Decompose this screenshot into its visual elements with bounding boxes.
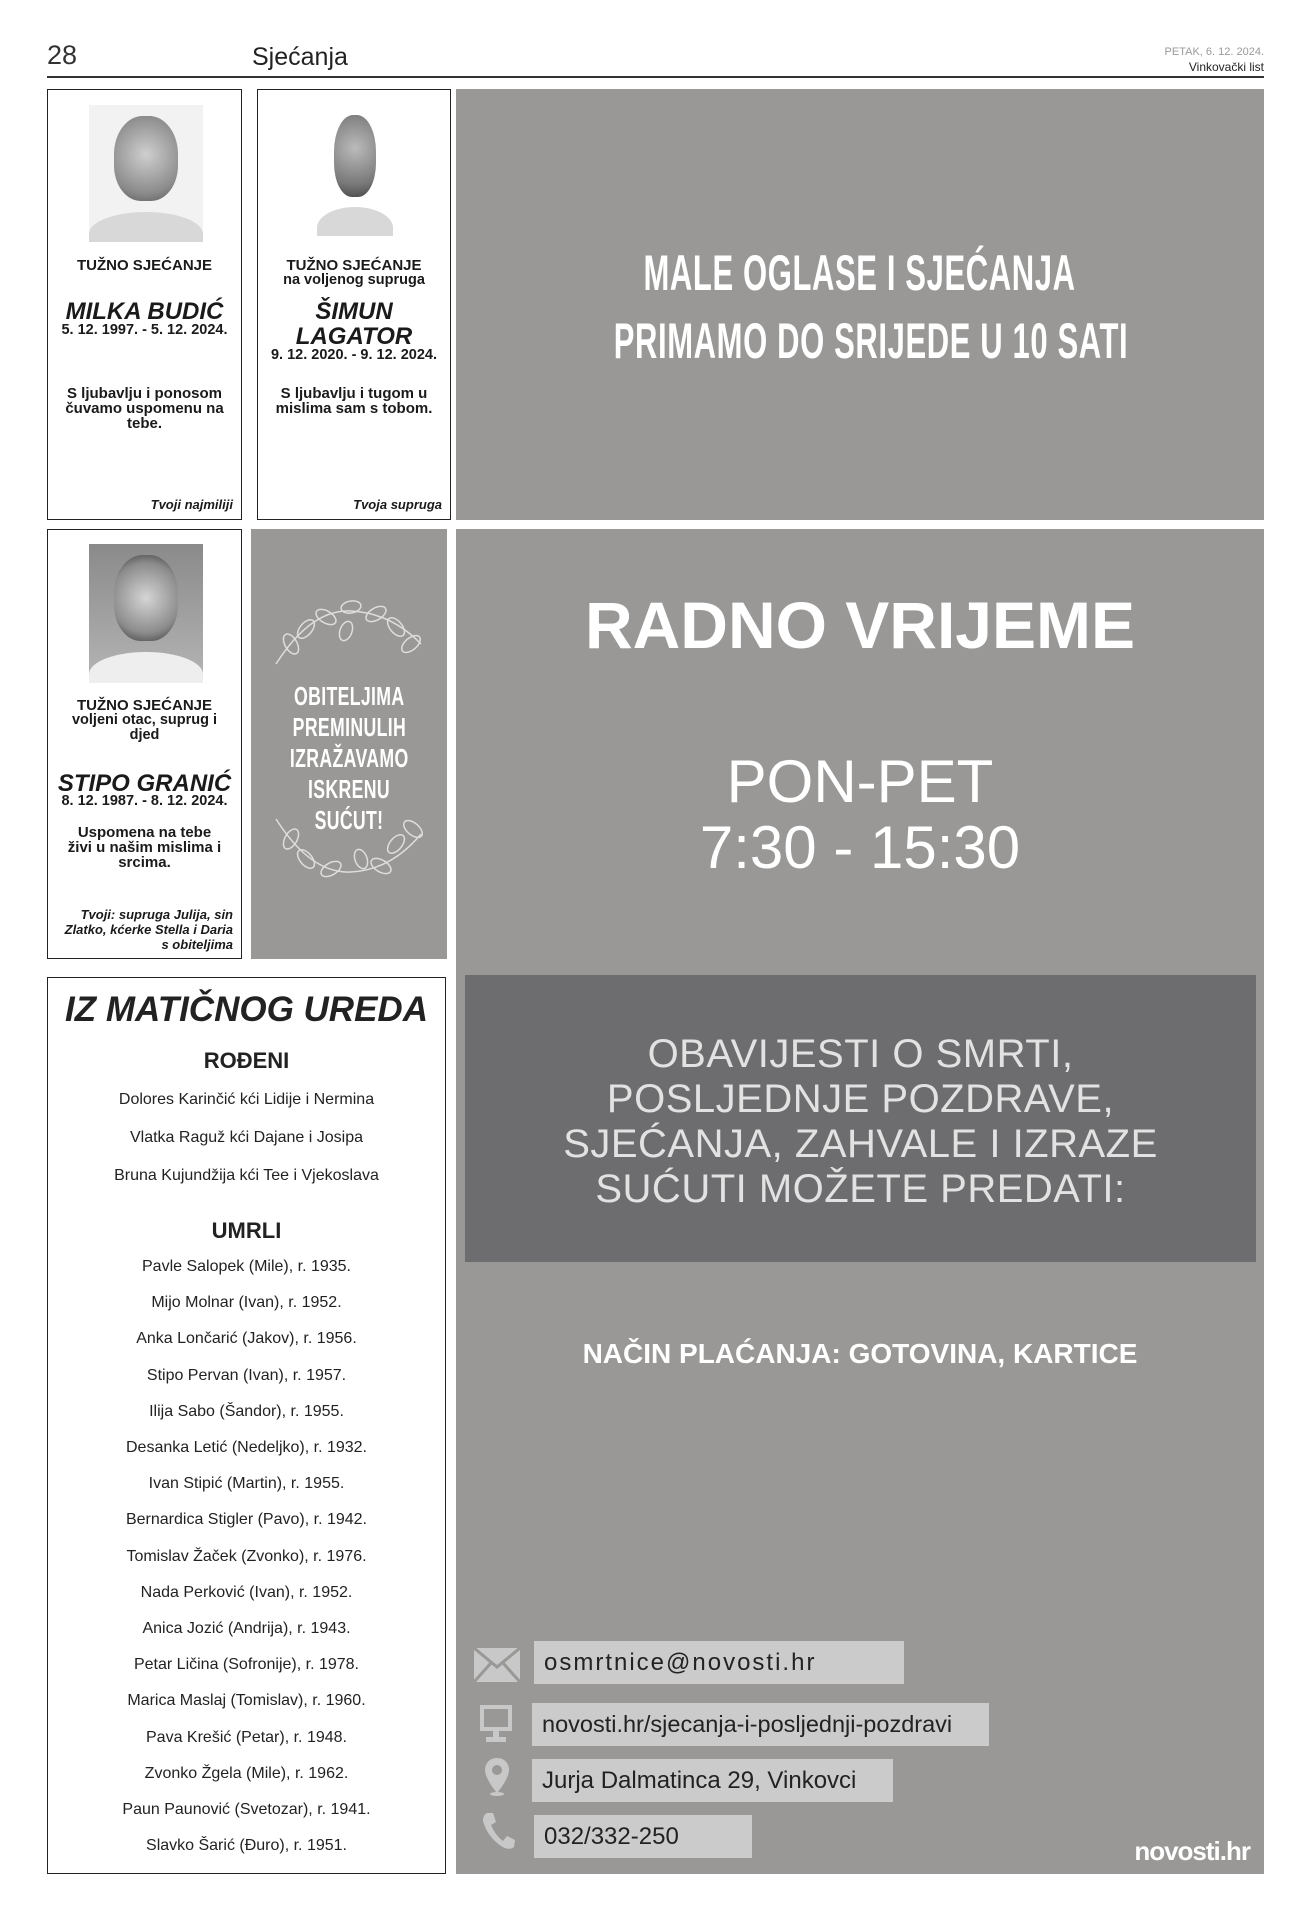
- card-message: Uspomena na tebe živi u našim mislima i srcima.: [67, 824, 222, 871]
- hours-title: RADNO VRIJEME: [584, 588, 1136, 662]
- novosti-logo: novosti.hr: [1134, 1836, 1250, 1866]
- registry-entry: Paun Paunović (Svetozar), r. 1941.: [122, 1801, 371, 1818]
- computer-monitor-icon: [479, 1704, 513, 1744]
- payment-methods: NAČIN PLAĆANJA: GOTOVINA, KARTICE: [582, 1338, 1138, 1369]
- registry-entry: Nada Perković (Ivan), r. 1952.: [140, 1583, 353, 1601]
- portrait-photo: [89, 105, 203, 242]
- paper-name: Vinkovački list: [1188, 60, 1264, 74]
- deadline-line-1: MALE OGLASE I SJEĆANJA: [643, 245, 1077, 301]
- deadline-ad: [456, 89, 1264, 520]
- card-name: MILKA BUDIĆ: [65, 298, 224, 325]
- card-dates: 9. 12. 2020. - 9. 12. 2024.: [270, 347, 438, 363]
- registry-entry: Bruna Kujundžija kći Tee i Vjekoslava: [114, 1167, 379, 1184]
- portrait-photo: [317, 105, 393, 236]
- page-number: 28: [47, 40, 78, 70]
- envelope-icon: [473, 1647, 521, 1683]
- card-dates: 8. 12. 1987. - 8. 12. 2024.: [61, 793, 228, 809]
- registry-entry: Stipo Pervan (Ivan), r. 1957.: [146, 1366, 347, 1384]
- card-subheading: na voljenog supruga: [283, 272, 425, 288]
- card-name: STIPO GRANIĆ: [57, 770, 232, 797]
- contact-email[interactable]: osmrtnice@novosti.hr: [534, 1641, 904, 1684]
- registry-entry: Bernardica Stigler (Pavo), r. 1942.: [125, 1511, 367, 1529]
- header-rule: [47, 76, 1264, 78]
- card-signature: Tvoji najmiliji: [150, 497, 233, 512]
- laurel-branch-icon: [271, 599, 427, 669]
- card-signature: Tvoja supruga: [353, 497, 442, 512]
- condolence-line: PREMINULIH: [292, 712, 406, 742]
- contact-website[interactable]: novosti.hr/sjecanja-i-posljednji-pozdravi: [532, 1703, 989, 1746]
- registry-entry: Mijo Molnar (Ivan), r. 1952.: [151, 1294, 342, 1312]
- notice-line: OBAVIJESTI O SMRTI,: [647, 1032, 1074, 1076]
- registry-box: [47, 977, 446, 1874]
- condolence-line: ISKRENU SUĆUT!: [308, 774, 390, 835]
- registry-entry: Petar Ličina (Sofronije), r. 1978.: [133, 1656, 359, 1674]
- notice-box: [465, 975, 1256, 1262]
- condolence-line: IZRAŽAVAMO: [289, 743, 409, 773]
- card-name: ŠIMUN LAGATOR: [295, 298, 413, 350]
- memorial-card-stipo-granic: [47, 529, 242, 959]
- notice-line: POSLJEDNJE POZDRAVE,: [606, 1077, 1115, 1121]
- condolence-box: [251, 529, 447, 959]
- card-subheading: voljeni otac, suprug i djed: [71, 712, 218, 743]
- card-signature: Tvoji: supruga Julija, sin Zlatko, kćerke Stella i Daria s obiteljima: [64, 907, 233, 952]
- registry-entry: Marica Maslaj (Tomislav), r. 1960.: [127, 1692, 366, 1710]
- card-message: S ljubavlju i tugom u mislima sam s tobom.: [275, 385, 433, 417]
- born-heading: ROĐENI: [203, 1048, 290, 1073]
- registry-entry: Slavko Šarić (Đuro), r. 1951.: [146, 1837, 347, 1855]
- contact-address: Jurja Dalmatinca 29, Vinkovci: [532, 1759, 893, 1802]
- hours-days: PON-PET: [726, 748, 994, 815]
- section-title: Sjećanja: [252, 43, 348, 71]
- card-heading: TUŽNO SJEĆANJE: [76, 697, 213, 714]
- registry-entry: Anka Lončarić (Jakov), r. 1956.: [136, 1330, 357, 1348]
- notice-line: SJEĆANJA, ZAHVALE I IZRAZE: [563, 1122, 1158, 1166]
- registry-entry: Anica Jozić (Andrija), r. 1943.: [142, 1620, 351, 1637]
- registry-title: IZ MATIČNOG UREDA: [65, 990, 428, 1029]
- notice-line: SUĆUTI MOŽETE PREDATI:: [595, 1167, 1126, 1211]
- hours-times: 7:30 - 15:30: [699, 814, 1021, 881]
- memorial-card-milka-budic: [47, 89, 242, 520]
- deadline-line-2: PRIMAMO DO SRIJEDE U 10 SATI: [613, 313, 1129, 369]
- location-pin-icon: [484, 1757, 510, 1797]
- registry-entry: Tomislav Žaček (Zvonko), r. 1976.: [126, 1547, 367, 1565]
- contact-phone: 032/332-250: [534, 1815, 752, 1858]
- card-heading: TUŽNO SJEĆANJE: [76, 257, 213, 274]
- registry-entry: Ivan Stipić (Martin), r. 1955.: [148, 1475, 345, 1493]
- card-heading: TUŽNO SJEĆANJE: [286, 257, 422, 274]
- registry-entry: Pava Krešić (Petar), r. 1948.: [146, 1728, 347, 1746]
- registry-entry: Ilija Sabo (Šandor), r. 1955.: [149, 1402, 344, 1420]
- registry-entry: Pavle Salopek (Mile), r. 1935.: [142, 1258, 351, 1275]
- memorial-card-simun-lagator: [257, 89, 451, 520]
- died-heading: UMRLI: [211, 1218, 282, 1243]
- card-dates: 5. 12. 1997. - 5. 12. 2024.: [61, 322, 228, 338]
- card-message: S ljubavlju i ponosom čuvamo uspomenu na tebe.: [65, 385, 224, 432]
- issue-date: PETAK, 6. 12. 2024.: [1164, 46, 1264, 58]
- laurel-branch-icon: [271, 814, 427, 884]
- portrait-photo: [89, 544, 203, 683]
- registry-entry: Vlatka Raguž kći Dajane i Josipa: [129, 1129, 363, 1146]
- condolence-line: OBITELJIMA: [293, 681, 405, 711]
- phone-icon: [481, 1811, 517, 1851]
- registry-entry: Desanka Letić (Nedeljko), r. 1932.: [125, 1439, 367, 1456]
- registry-entry: Dolores Karinčić kći Lidije i Nermina: [118, 1091, 375, 1108]
- registry-entry: Zvonko Žgela (Mile), r. 1962.: [144, 1764, 349, 1782]
